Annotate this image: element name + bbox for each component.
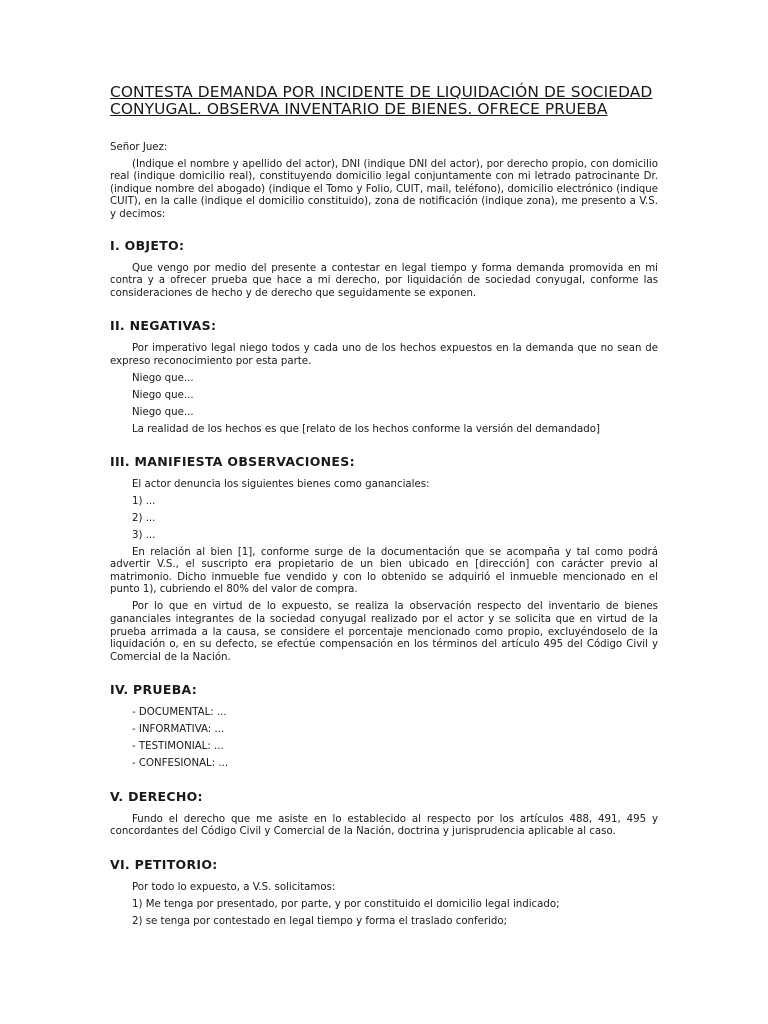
- intro-paragraph: (Indique el nombre y apellido del actor), DNI (indique DNI del actor), por derecho propio, con domicilio real (indique domicilio real), constituyendo domicilio legal conjuntamente con mi letrado patrocinante Dr. (indique nombre del abogado) (indique el Tomo y Folio, CUIT, mail, teléfono), domicilio electrónico (indique CUIT), en la calle (indique el domicilio constituido), zona de notificación (indique zona), me presento a V.S. y decimos:: [110, 158, 658, 220]
- petitorio-item: 2) se tenga por contestado en legal tiempo y forma el traslado conferido;: [132, 915, 508, 927]
- section-heading-negativas: II. NEGATIVAS:: [110, 318, 217, 334]
- prueba-item: - DOCUMENTAL: ...: [132, 707, 227, 719]
- petitorio-item: Por todo lo expuesto, a V.S. solicitamos:: [132, 881, 336, 893]
- negativas-item: Niego que...: [132, 372, 194, 384]
- section-heading-observaciones: III. MANIFIESTA OBSERVACIONES:: [110, 454, 355, 470]
- section-heading-derecho: V. DERECHO:: [110, 788, 203, 804]
- negativas-item: La realidad de los hechos es que [relato de los hechos conforme la versión del demandado]: [132, 423, 600, 435]
- negativas-item: Niego que...: [132, 389, 194, 401]
- salutation: Señor Juez:: [110, 142, 168, 153]
- section-heading-prueba: IV. PRUEBA:: [110, 682, 198, 698]
- observaciones-paragraph: Por lo que en virtud de lo expuesto, se realiza la observación respecto del inventario de bienes gananciales integrantes de la sociedad conyugal realizado por el actor y se solicita que en virtud de la prueba arrimada a la causa, se considere el porcentaje mencionado como propio, excluyéndoselo de la liquidación o, en su defecto, se efectúe compensación en los términos del artículo 495 del Código Civil y Comercial de la Nación.: [110, 601, 658, 663]
- observaciones-paragraph: En relación al bien [1], conforme surge de la documentación que se acompaña y tal como podrá advertir V.S., el suscripto era propietario de un bien ubicado en [dirección] con carácter previo al matrimonio. Dicho inmueble fue vendido y con lo obtenido se adquirió el inmueble mencionado en el punto 1), cubriendo el 80% del valor de compra.: [110, 546, 658, 596]
- negativas-item: Niego que...: [132, 406, 194, 418]
- prueba-item: - INFORMATIVA: ...: [132, 724, 225, 736]
- observaciones-item: 1) ...: [132, 495, 156, 507]
- section-heading-objeto: I. OBJETO:: [110, 237, 185, 253]
- derecho-paragraph: Fundo el derecho que me asiste en lo establecido al respecto por los artículos 488, 491, 495 y concordantes del Código Civil y Comercial de la Nación, doctrina y jurisprudencia aplicable al caso.: [110, 813, 658, 838]
- section-heading-petitorio: VI. PETITORIO:: [110, 856, 218, 872]
- observaciones-item: 2) ...: [132, 512, 156, 524]
- document-title: CONTESTA DEMANDA POR INCIDENTE DE LIQUIDACIÓN DE SOCIEDAD CONYUGAL. OBSERVA INVENTARIO DE BIENES. OFRECE PRUEBA: [110, 83, 653, 118]
- objeto-paragraph: Que vengo por medio del presente a contestar en legal tiempo y forma demanda promovida en mi contra y a ofrecer prueba que hace a mi derecho, por liquidación de sociedad conyugal, conforme las consideraciones de hecho y de derecho que seguidamente se exponen.: [110, 262, 658, 299]
- observaciones-item: 3) ...: [132, 529, 156, 541]
- prueba-item: - TESTIMONIAL: ...: [132, 741, 224, 753]
- prueba-item: - CONFESIONAL: ...: [132, 757, 229, 769]
- petitorio-item: 1) Me tenga por presentado, por parte, y por constituido el domicilio legal indicado;: [132, 898, 560, 910]
- negativas-paragraph: Por imperativo legal niego todos y cada uno de los hechos expuestos en la demanda que no sean de expreso reconocimiento por esta parte.: [110, 343, 658, 367]
- observaciones-item: El actor denuncia los siguientes bienes como gananciales:: [132, 479, 430, 491]
- document-body: [110, 84, 658, 932]
